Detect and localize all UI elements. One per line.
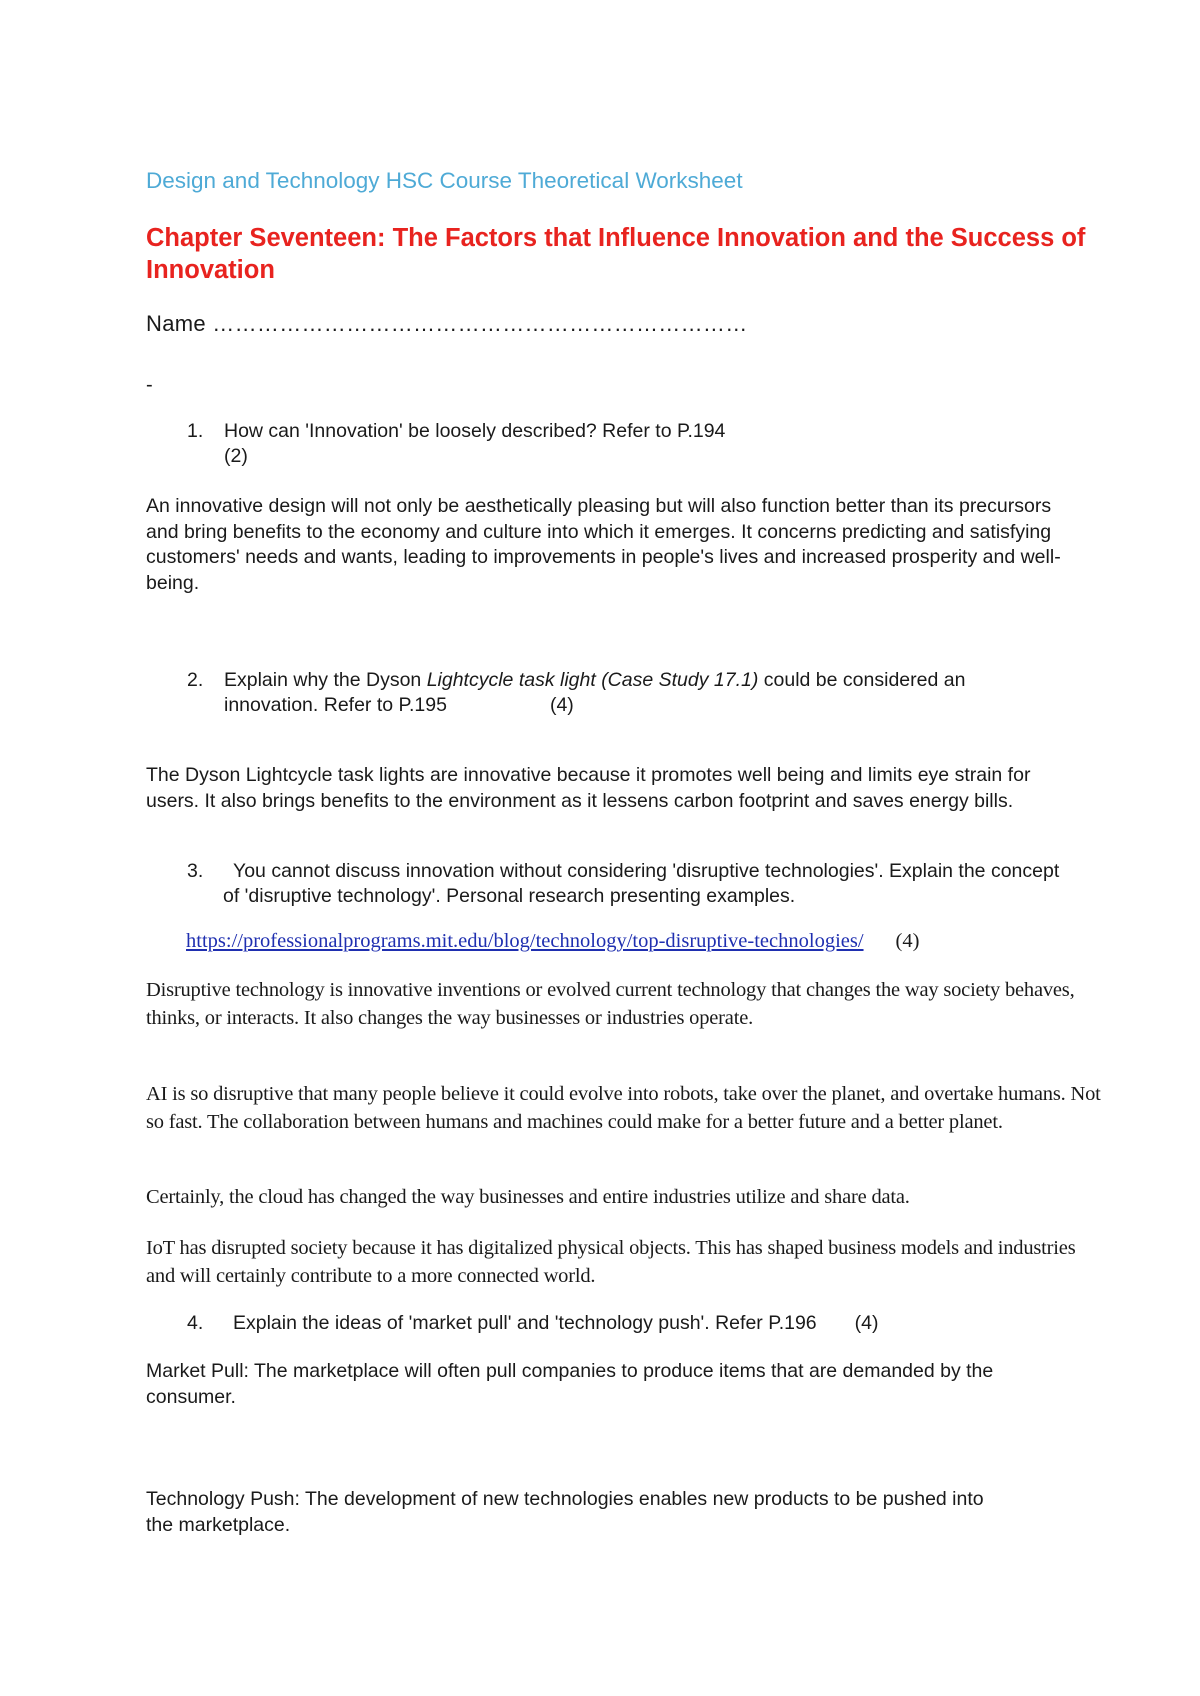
chapter-title: Chapter Seventeen: The Factors that Influence Innovation and the Success of Innovation	[146, 224, 1086, 284]
question-line: Explain the ideas of 'market pull' and 'technology push'. Refer P.196	[233, 1312, 817, 1334]
reference-link[interactable]: https://professionalprograms.mit.edu/blog/technology/top-disruptive-technologies/	[186, 930, 864, 952]
answer-3-paragraph: IoT has disrupted society because it has digitalized physical objects. This has shaped business models and industries and will certainly contribute to a more connected world.	[146, 1237, 1076, 1287]
question-1	[187, 419, 1087, 474]
question-italic: Lightcycle task light (Case Study 17.1)	[426, 669, 759, 691]
question-line: Explain why the Dyson	[224, 669, 427, 691]
question-3	[187, 859, 1087, 914]
question-number: 1.	[187, 420, 204, 442]
question-text	[233, 1311, 1093, 1336]
question-line: How can 'Innovation' be loosely described? Refer to P.194	[224, 420, 726, 442]
question-marks: (4)	[549, 694, 574, 716]
question-line: could be considered an	[758, 669, 966, 691]
question-2	[187, 668, 1087, 723]
question-number: 2.	[187, 669, 204, 691]
answer-1: An innovative design will not only be aesthetically pleasing but will also function better than its precursors and bring benefits to the economy and culture into which it emerges. It concerns predicting and satisfying customers' needs and wants, leading to improvements in people's lives and increased prosperity and well-being.	[146, 495, 1061, 594]
answer-2: The Dyson Lightcycle task lights are innovative because it promotes well being and limits eye strain for users. It also brings benefits to the environment as it lessens carbon footprint and saves energy bills.	[146, 764, 1031, 812]
answer-4-technology-push: Technology Push: The development of new technologies enables new products to be pushed into the marketplace.	[146, 1488, 984, 1536]
question-text: You cannot discuss innovation without considering 'disruptive technologies'. Explain the concept of 'disruptive technology'. Personal research presenting examples.	[223, 860, 1060, 907]
answer-3-paragraph: Certainly, the cloud has changed the way businesses and entire industries utilize and share data.	[146, 1186, 910, 1208]
dash-marker: -	[146, 374, 153, 396]
question-marks: (2)	[224, 445, 248, 467]
answer-3-paragraph: Disruptive technology is innovative inventions or evolved current technology that changes the way society behaves, thinks, or interacts. It also changes the way businesses or industries operate.	[146, 979, 1075, 1029]
reference-link-row	[186, 930, 919, 953]
answer-4-market-pull: Market Pull: The marketplace will often pull companies to produce items that are demanded by the consumer.	[146, 1360, 994, 1408]
question-4	[187, 1311, 1087, 1341]
question-text	[224, 668, 1084, 718]
answer-3-paragraph: AI is so disruptive that many people believe it could evolve into robots, take over the planet, and overtake humans. Not so fast. The collaboration between humans and machines could make for a better future and a better planet.	[146, 1083, 1101, 1133]
name-field-line: Name ………………………………………………………………	[146, 311, 748, 336]
question-line: innovation. Refer to P.195	[224, 694, 447, 716]
course-title: Design and Technology HSC Course Theoretical Worksheet	[146, 168, 743, 193]
question-marks: (4)	[854, 1312, 879, 1334]
question-number: 3.	[187, 860, 204, 882]
question-text	[224, 419, 1084, 469]
question-marks: (4)	[895, 930, 920, 952]
question-number: 4.	[187, 1312, 204, 1334]
